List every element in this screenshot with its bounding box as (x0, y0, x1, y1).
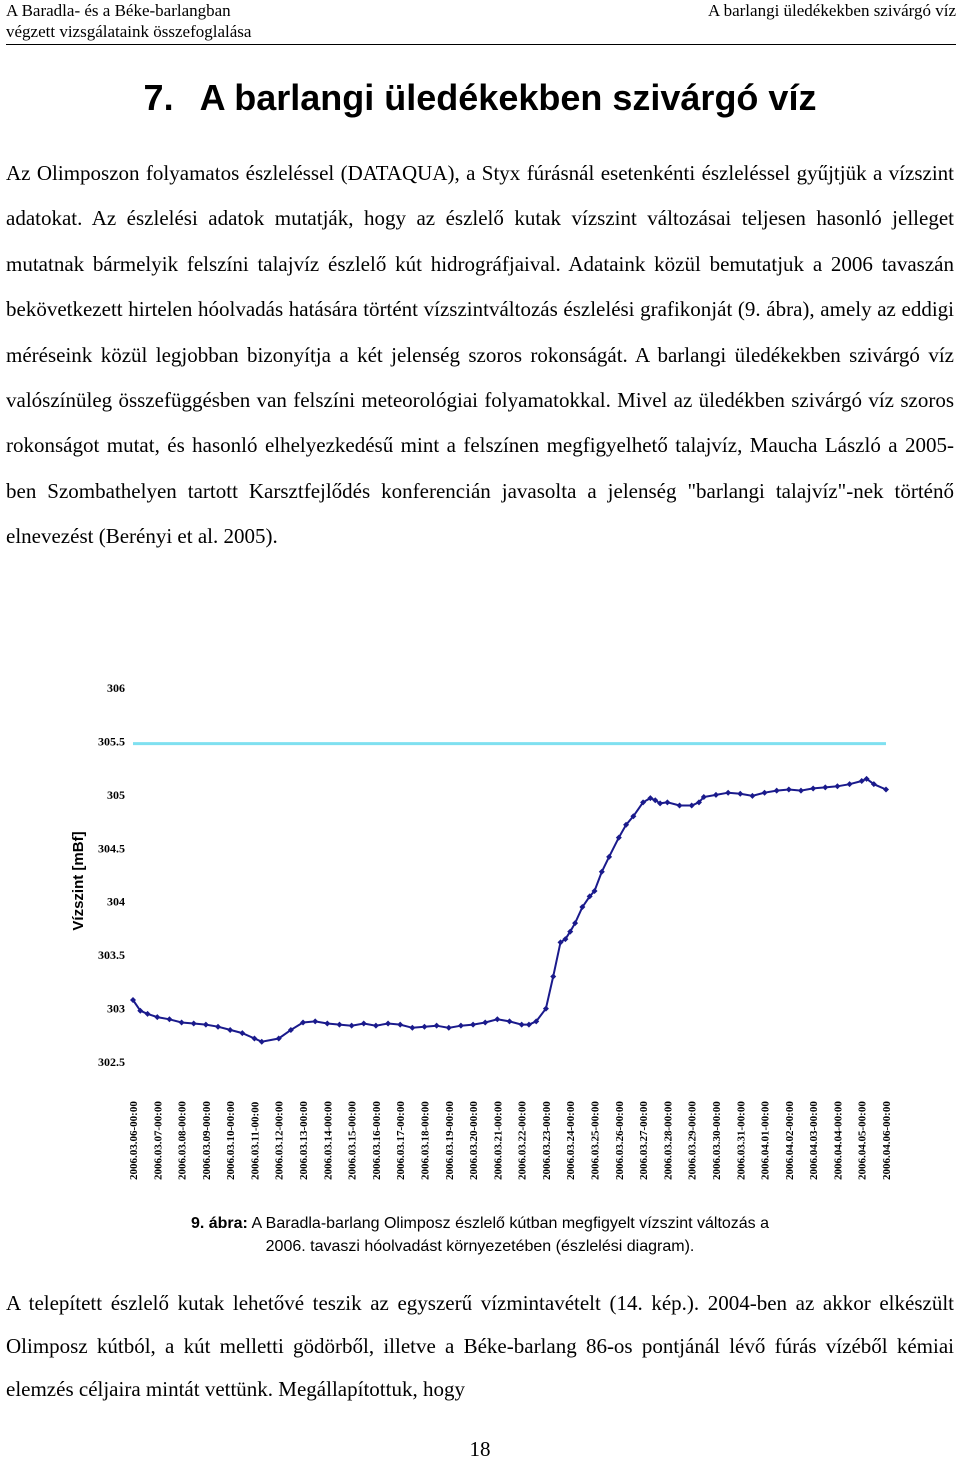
data-point (203, 1022, 209, 1028)
y-tick-label: 305 (107, 787, 125, 802)
data-point (847, 781, 853, 787)
body-paragraph-1: Az Olimposzon folyamatos észleléssel (DATAQUA), a Styx fúrásnál esetenkénti észleléssel gyűjtjük a vízszint adatokat. Az észlelési adatok mutatják, hogy az észlelő kutak vízszint változásai teljesen hasonló jelleget mutatnak bármelyik felszíni talajvíz észlelő kút hidrográfjaival. Adataink közül bemutatjuk a 2006 tavaszán bekövetkezett hirtelen hóolvadás hatására történt vízszintváltozás észlelési grafikonját (9. ábra), amely az eddigi méréseink közül legjobban bizonyítja a két jelenség szoros rokonságát. A barlangi üledékekben szivárgó víz valószínüleg összefüggésben van felszíni meteorológiai folyamatokkal. Mivel az üledékben szivárgó víz szoros rokonságot mutat, és hasonló elhelyezkedésű mint a felszínen megfigyelhető talajvíz, Maucha László a 2005-ben Szombathelyen tartott Karsztfejlődés konferencián javasolta a jelenség "barlangi talajvíz"-nek történő elnevezést (Berényi et al. 2005). (6, 161, 954, 549)
x-tick-label: 2006.03.27-00:00 (638, 1101, 651, 1180)
x-tick-label: 2006.04.04-00:00 (832, 1101, 845, 1180)
header-rule (6, 44, 956, 45)
x-tick-label: 2006.03.08-00:00 (176, 1101, 189, 1180)
data-point (774, 788, 780, 794)
data-point (336, 1022, 342, 1028)
x-tick-label: 2006.03.13-00:00 (298, 1101, 311, 1180)
data-point (409, 1025, 415, 1031)
data-point (810, 785, 816, 791)
data-point (324, 1021, 330, 1027)
x-tick-label: 2006.03.31-00:00 (735, 1101, 748, 1180)
data-point (421, 1024, 427, 1030)
x-tick-label: 2006.04.03-00:00 (808, 1101, 821, 1180)
x-tick-label: 2006.04.02-00:00 (783, 1101, 796, 1180)
data-point (385, 1021, 391, 1027)
x-tick-label: 2006.03.09-00:00 (200, 1101, 213, 1180)
data-point (834, 783, 840, 789)
figure-caption-label: 9. ábra: (190, 1215, 248, 1232)
y-tick-labels (98, 681, 125, 1069)
x-tick-label: 2006.04.01-00:00 (759, 1101, 772, 1180)
data-point (446, 1025, 452, 1031)
x-tick-label: 2006.03.26-00:00 (613, 1101, 626, 1180)
x-tick-label: 2006.03.28-00:00 (662, 1101, 675, 1180)
series-polyline (133, 779, 886, 1042)
data-point (507, 1018, 513, 1024)
y-tick-label: 304 (107, 894, 125, 909)
y-tick-label: 302.5 (98, 1055, 125, 1069)
data-point (154, 1014, 160, 1020)
figure-caption (0, 1212, 960, 1258)
x-tick-labels (128, 1101, 893, 1180)
data-point (397, 1022, 403, 1028)
data-point (519, 1022, 525, 1028)
y-axis-title (70, 831, 87, 930)
y-tick-label: 303 (107, 1001, 125, 1016)
data-point (786, 787, 792, 793)
y-tick-label: 304.5 (98, 841, 125, 856)
x-tick-label: 2006.04.05-00:00 (856, 1101, 869, 1180)
data-point (883, 787, 889, 793)
x-tick-label: 2006.03.14-00:00 (322, 1101, 335, 1180)
data-point (458, 1023, 464, 1029)
data-point (373, 1023, 379, 1029)
data-point (166, 1016, 172, 1022)
x-tick-label: 2006.04.06-00:00 (881, 1101, 893, 1180)
x-tick-label: 2006.03.19-00:00 (443, 1101, 456, 1180)
x-tick-label: 2006.03.29-00:00 (686, 1101, 699, 1180)
x-tick-label: 2006.03.24-00:00 (565, 1101, 578, 1180)
data-point (259, 1039, 265, 1045)
data-point (361, 1021, 367, 1027)
data-point (239, 1030, 245, 1036)
data-point (312, 1018, 318, 1024)
x-tick-label: 2006.03.20-00:00 (468, 1101, 481, 1180)
data-point (526, 1022, 532, 1028)
data-point (349, 1023, 355, 1029)
y-tick-label: 306 (107, 681, 125, 695)
y-tick-label: 303.5 (98, 948, 125, 963)
data-point (227, 1027, 233, 1033)
x-tick-label: 2006.03.23-00:00 (540, 1101, 553, 1180)
x-tick-label: 2006.03.07-00:00 (152, 1101, 165, 1180)
x-tick-label: 2006.03.25-00:00 (589, 1101, 602, 1180)
figure-caption-line1: A Baradla-barlang Olimposz észlelő kútban megfigyelt vízszint változás a (247, 1215, 770, 1232)
water-level-chart (0, 672, 960, 1192)
data-point (179, 1019, 185, 1025)
x-tick-label: 2006.03.11-00:00 (249, 1101, 262, 1180)
body-paragraph-2: A telepített észlelő kutak lehetővé teszik az egyszerű vízmintavételt (14. kép.). 2004-ben az akkor elkészült Olimposz kútból, a kút melletti gödörből, illetve a Béke-barlang 86-os pontjánál lévő fúrás vízéből kémiai elemzés céljaira mintát vettünk. Megállapítottuk, hogy (6, 1291, 954, 1401)
series-line (133, 779, 886, 1042)
header-right: A barlangi üledékekben szivárgó víz (708, 1, 956, 20)
header-left-line2: végzett vizsgálataink összefoglalása (6, 22, 252, 41)
data-point (677, 803, 683, 809)
data-point (191, 1021, 197, 1027)
data-point (822, 784, 828, 790)
data-point (725, 790, 731, 796)
data-point (215, 1024, 221, 1030)
data-point (798, 788, 804, 794)
data-point (482, 1019, 488, 1025)
x-tick-label: 2006.03.16-00:00 (370, 1101, 383, 1180)
data-point (470, 1022, 476, 1028)
figure-caption-line2: 2006. tavaszi hóolvadást környezetében (észlelési diagram). (265, 1238, 695, 1255)
data-point (713, 792, 719, 798)
x-tick-label: 2006.03.22-00:00 (516, 1101, 529, 1180)
chart-svg (0, 672, 960, 1192)
section-title-text: A barlangi üledékekben szivárgó víz (199, 77, 817, 118)
x-tick-label: 2006.03.12-00:00 (273, 1101, 286, 1180)
series-points (130, 776, 889, 1045)
data-point (434, 1023, 440, 1029)
data-point (689, 803, 695, 809)
y-tick-label: 305.5 (98, 734, 125, 749)
section-title (0, 76, 960, 120)
running-header (0, 0, 960, 46)
data-point (664, 799, 670, 805)
x-tick-label: 2006.03.30-00:00 (710, 1101, 723, 1180)
data-point (749, 793, 755, 799)
x-tick-label: 2006.03.10-00:00 (225, 1101, 238, 1180)
data-point (762, 790, 768, 796)
x-tick-label: 2006.03.15-00:00 (346, 1101, 359, 1180)
y-axis-label: Vízszint [mBf] (70, 831, 87, 931)
x-tick-label: 2006.03.06-00:00 (128, 1101, 140, 1180)
x-tick-label: 2006.03.18-00:00 (419, 1101, 432, 1180)
x-tick-label: 2006.03.21-00:00 (492, 1101, 505, 1180)
data-point (494, 1016, 500, 1022)
header-left (6, 0, 251, 42)
x-tick-label: 2006.03.17-00:00 (395, 1101, 408, 1180)
header-left-line1: A Baradla- és a Béke-barlangban (6, 1, 231, 20)
page-number: 18 (469, 1437, 491, 1461)
data-point (737, 791, 743, 797)
section-number: 7. (143, 77, 174, 118)
data-point (251, 1035, 257, 1041)
data-point (145, 1011, 151, 1017)
data-point (550, 974, 556, 980)
